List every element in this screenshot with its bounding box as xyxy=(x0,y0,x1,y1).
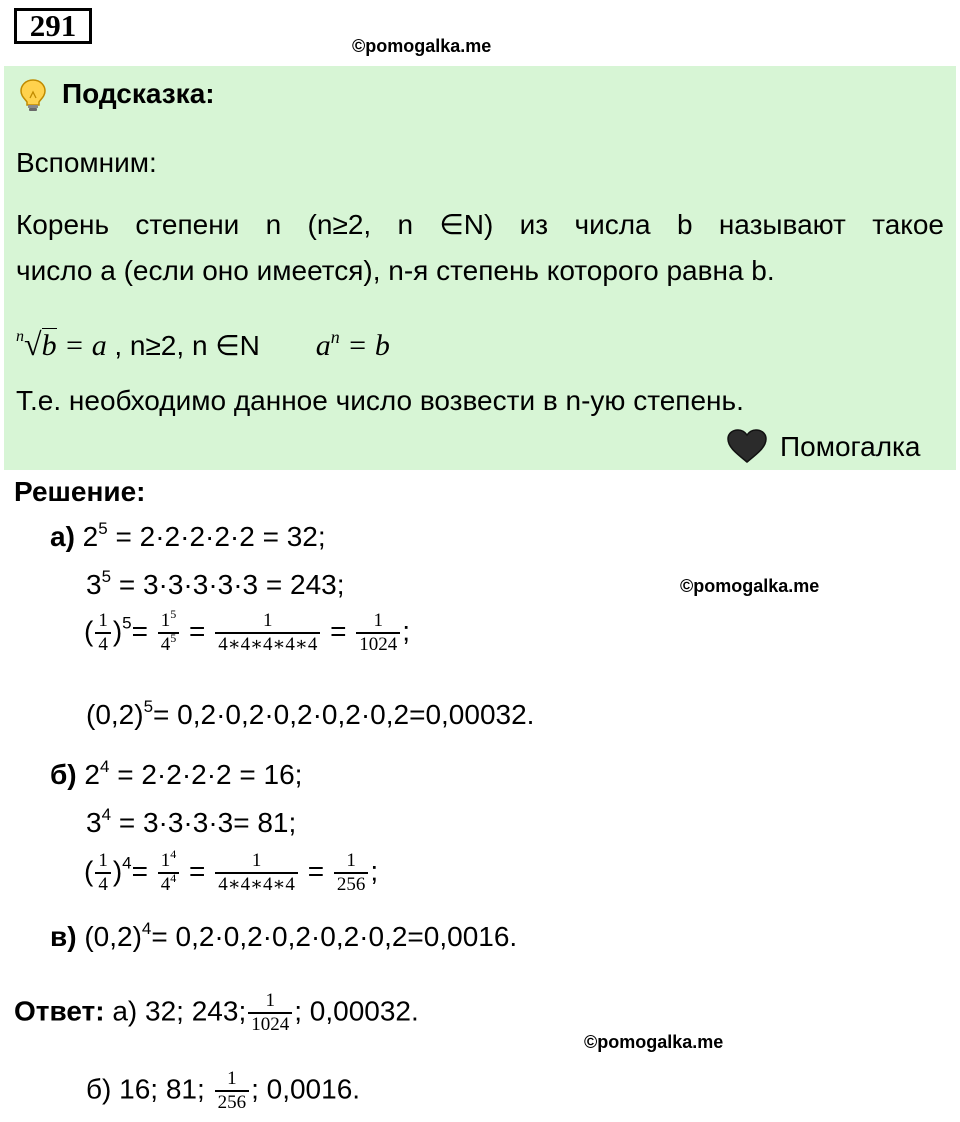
hint-title: Подсказка: xyxy=(62,78,215,109)
lightbulb-icon xyxy=(18,78,48,112)
answer-b-suffix: ; 0,0016. xyxy=(251,1073,361,1105)
solution-b-line3: ( $\frac{1}{4}$ )$^4$= $\frac{1^4}{4^4}$ = $\frac{1}{4∗4∗4∗4}$ = $\frac{1}{256}$ ; xyxy=(84,847,379,895)
solution-a-line3: ( $\frac{1}{4}$ )$^5$= $\frac{1^5}{4^5}$ = $\frac{1}{4∗4∗4∗4∗4}$ = $\frac{1}{1024}$ ; xyxy=(84,607,411,655)
hint-formula: $^n$√b = a , n≥2, n ∈N $a^n = b$ xyxy=(16,326,390,362)
hint-note: Т.е. необходимо данное число возвести в n-ую степень. xyxy=(16,385,744,416)
solution-heading: Решение: xyxy=(14,476,146,507)
part-a-label: а) xyxy=(50,521,75,552)
part-v-label: в) xyxy=(50,921,77,952)
task-number: 291 xyxy=(14,8,92,44)
solution-a-line1: а) $2^5 = 2\cdot 2\cdot 2\cdot 2\cdot 2 = 32$; xyxy=(50,519,326,552)
solution-a-line2: $3^5 = 3\cdot 3\cdot 3\cdot 3\cdot 3 = 243$; xyxy=(86,567,345,600)
hint-definition-line1: Корень степени n (n≥2, n ∈N) из числа b называют такое xyxy=(16,209,944,240)
watermark-middle: ©pomogalka.me xyxy=(680,576,820,596)
heart-icon xyxy=(726,428,768,464)
hint-definition-line2: число а (если оно имеется), n-я степень которого равна b. xyxy=(16,255,775,286)
hint-brand: Помогалка xyxy=(780,431,921,462)
answer-b-prefix: б) 16; 81; xyxy=(86,1073,205,1105)
part-b-label: б) xyxy=(50,759,77,790)
answer-a-prefix: а) 32; 243; xyxy=(112,995,247,1027)
hint-recall: Вспомним: xyxy=(16,147,157,178)
answer-line-b: б) 16; 81; $\frac{1}{256}$ ; 0,0016. xyxy=(86,1068,361,1113)
answer-line-a: Ответ: а) 32; 243; $\frac{1}{1024}$ ; 0,00032. xyxy=(14,990,419,1035)
watermark-top: ©pomogalka.me xyxy=(352,36,492,56)
answer-a-suffix: ; 0,00032. xyxy=(294,995,419,1027)
solution-b-line2: $3^4 = 3\cdot 3\cdot 3\cdot 3= 81$; xyxy=(86,805,297,838)
solution-v-line1: в) $(0,2)^4= 0,2\cdot 0,2\cdot 0,2\cdot 0,2\cdot 0,2=0,0016$. xyxy=(50,919,518,952)
hint-formula-condition: , n≥2, n ∈N xyxy=(114,330,260,361)
watermark-bottom: ©pomogalka.me xyxy=(584,1032,724,1052)
solution-a-line4: $(0,2)^5= 0,2\cdot 0,2\cdot 0,2\cdot 0,2\cdot 0,2=0,00032$. xyxy=(86,697,535,730)
solution-b-line1: б) $2^4 = 2\cdot 2\cdot 2\cdot 2 = 16$; xyxy=(50,757,303,790)
hint-box xyxy=(4,66,956,470)
answer-label: Ответ: xyxy=(14,995,105,1027)
